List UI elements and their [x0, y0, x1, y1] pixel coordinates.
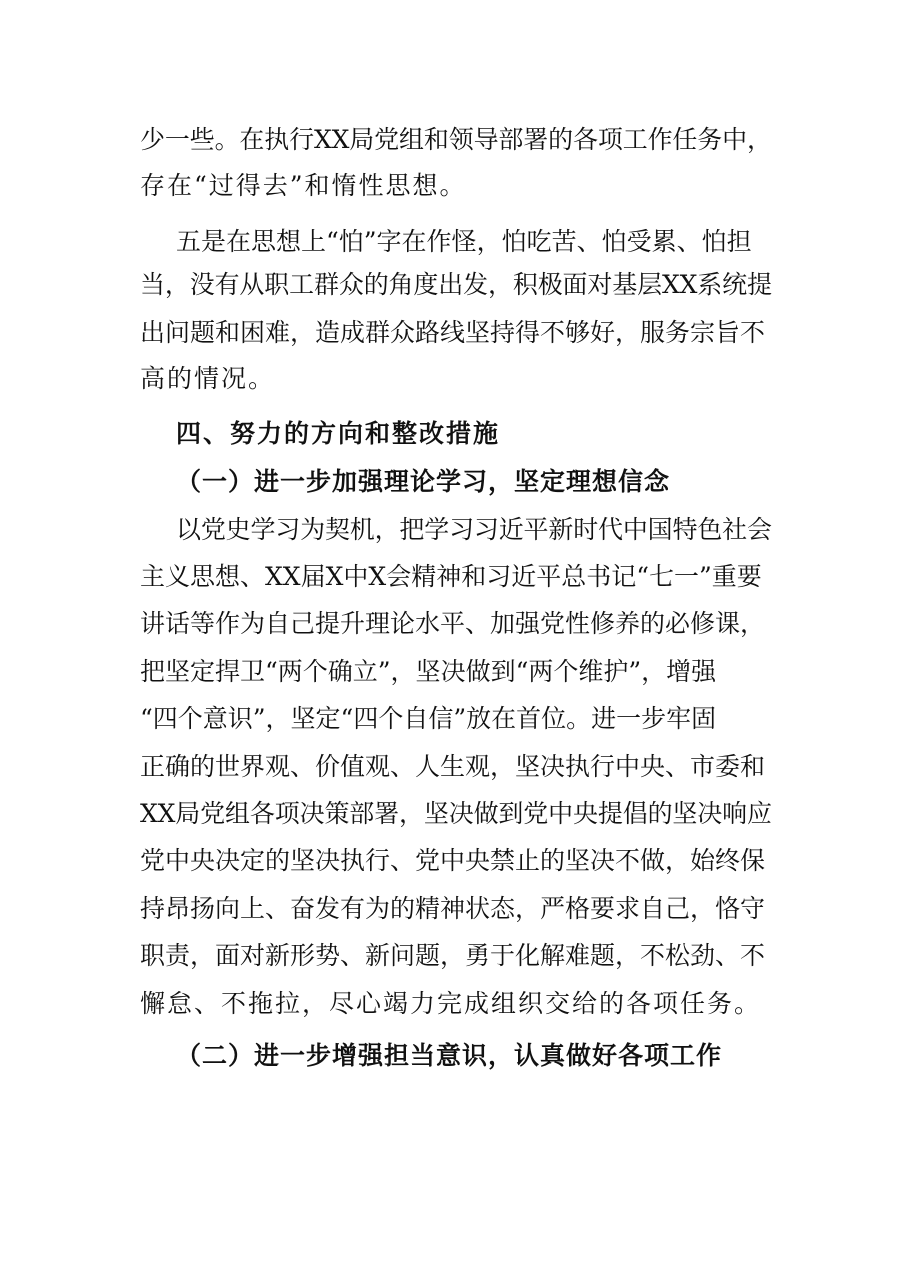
paragraph-line: 讲话等作为自己提升理论水平、加强党性修养的必修课，: [140, 609, 766, 638]
paragraph-line: 五是在思想上“怕”字在作怪，怕吃苦、怕受累、怕担: [176, 227, 752, 256]
paragraph-line: 当，没有从职工群众的角度出发，积极面对基层XX系统提: [140, 270, 772, 299]
section-heading: 四、努力的方向和整改措施: [176, 419, 501, 448]
paragraph-line: 懈怠、不拖拉，尽心竭力完成组织交给的各项任务。: [140, 989, 762, 1018]
paragraph-line: XX局党组各项决策部署，坚决做到党中央提倡的坚决响应: [140, 799, 772, 828]
paragraph-line: 把坚定捍卫“两个确立”，坚决做到“两个维护”，增强: [140, 657, 717, 686]
paragraph-line: 持昂扬向上、奋发有为的精神状态，严格要求自己，恪守: [140, 894, 766, 923]
subsection-heading: （二）进一步增强担当意识，认真做好各项工作: [176, 1041, 723, 1070]
paragraph-line: 以党史学习为契机，把学习习近平新时代中国特色社会: [176, 515, 772, 544]
paragraph-line: 少一些。在执行XX局党组和领导部署的各项工作任务中，: [140, 125, 772, 154]
paragraph-line: “四个意识”，坚定“四个自信”放在首位。进一步牢固: [140, 704, 717, 733]
subsection-heading: （一）进一步加强理论学习，坚定理想信念: [176, 467, 671, 496]
paragraph-line: 高的情况。: [140, 364, 276, 393]
paragraph-line: 正确的世界观、价值观、人生观，坚决执行中央、市委和: [140, 752, 766, 781]
paragraph-line: 职责，面对新形势、新问题，勇于化解难题，不松劲、不: [140, 941, 766, 970]
paragraph-line: 存在“过得去”和惰性思想。: [140, 171, 467, 200]
paragraph-line: 出问题和困难，造成群众路线坚持得不够好，服务宗旨不: [140, 318, 766, 347]
paragraph-line: 党中央决定的坚决执行、党中央禁止的坚决不做，始终保: [140, 846, 766, 875]
paragraph-line: 主义思想、XX届X中X会精神和习近平总书记“七一”重要: [140, 562, 762, 591]
